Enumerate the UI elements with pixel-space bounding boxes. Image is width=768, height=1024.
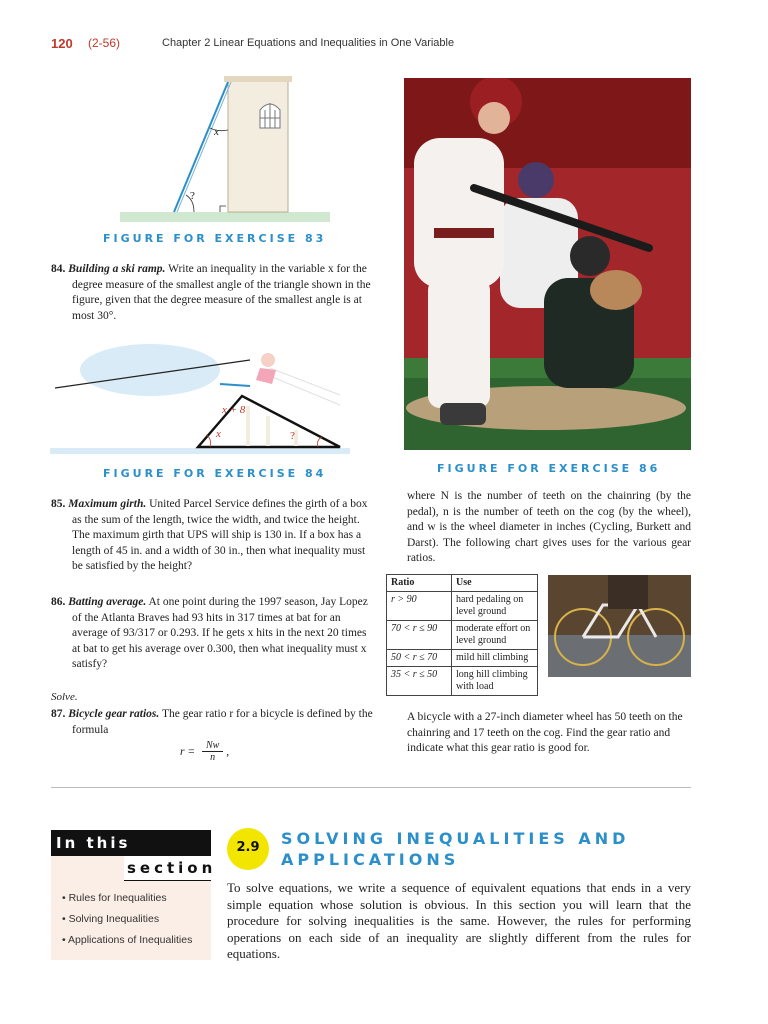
use-cell: long hill climbing with load [452, 667, 538, 696]
ex84-number: 84. [51, 263, 66, 275]
list-item: • Applications of Inequalities [62, 934, 193, 946]
figure-84 [50, 340, 350, 460]
bullet-applications: Applications of Inequalities [68, 934, 193, 946]
section-intro: To solve equations, we write a sequence of equivalent equations that ends in a very simple equation whose solution is obvious. In this section you will learn that the procedure for solving inequalities is the same. However, the rules for performing operations on each side of an inequality are slightly different from the rules for equations. [227, 880, 691, 961]
exercise-87 [51, 707, 377, 738]
section-number: 2.9 [236, 840, 260, 855]
table-header-use: Use [452, 575, 538, 592]
fig84-caption: FIGURE FOR EXERCISE 84 [103, 467, 327, 480]
table-header-row [387, 575, 538, 592]
in-this-label: In this [56, 834, 131, 852]
ratio-cell: 50 < r ≤ 70 [387, 650, 452, 667]
gear-ratio-table [386, 574, 538, 696]
bicycle-paragraph: A bicycle with a 27-inch diameter wheel has 50 teeth on the chainring and 17 teeth on the cog. Find the gear ratio and indicate what this gear ratio is good for. [407, 711, 683, 754]
ex85-title: Maximum girth. [68, 498, 147, 510]
ex84-title: Building a ski ramp. [68, 263, 166, 275]
exercise-86 [51, 595, 377, 673]
fig83-label-q: ? [190, 190, 195, 202]
figure-83 [110, 70, 350, 230]
section-title-line1: SOLVING INEQUALITIES AND [281, 829, 630, 848]
fig83-label-x: x [214, 126, 219, 138]
list-item: • Solving Inequalities [62, 913, 160, 925]
section-word-label: section [127, 859, 217, 877]
fig86-caption: FIGURE FOR EXERCISE 86 [437, 462, 661, 475]
ex84-text: Write an inequality in the variable x for the degree measure of the smallest angle of the triangle shown in the figure, given that the degree measure of the smallest angle is at most 30°. [72, 263, 371, 322]
bullet-rules: Rules for Inequalities [68, 892, 167, 904]
ex86-text: At one point during the 1997 season, Jay Lopez of the Atlanta Braves had 93 hits in 317 times at bat for an average of 93/317 or 0.293. If he gets x hits in the next 20 times at bat to get his average over 0.300, then what inequality must x satisfy? [72, 596, 368, 670]
ex87-text: The gear ratio r for a bicycle is defined by the formula [72, 708, 373, 736]
ratio-cell: r > 90 [387, 592, 452, 621]
fig84-label-x: x [216, 428, 221, 440]
ex85-text: United Parcel Service defines the girth of a box as the sum of the length, twice the width, and twice the height. The maximum girth that UPS will ship is 130 in. If a box has a length of 45 in. and a width of 30 in., then what inequality must be satisfied by the height? [72, 498, 368, 572]
table-row [387, 621, 538, 650]
exercise-85 [51, 497, 377, 575]
baseball-photo [404, 78, 691, 450]
ex86-number: 86. [51, 596, 66, 608]
table-header-ratio: Ratio [387, 575, 452, 592]
exercise-84 [51, 262, 377, 324]
table-row [387, 667, 538, 696]
bicycle-photo [548, 575, 691, 677]
use-cell: mild hill climbing [452, 650, 538, 667]
ex85-number: 85. [51, 498, 66, 510]
fig83-caption: FIGURE FOR EXERCISE 83 [103, 232, 327, 245]
solve-label: Solve. [51, 691, 78, 703]
ex86-title: Batting average. [68, 596, 147, 608]
gear-formula [180, 740, 229, 763]
bullet-solving: Solving Inequalities [68, 913, 160, 925]
ratio-cell: 35 < r ≤ 50 [387, 667, 452, 696]
formula-denominator: n [210, 752, 216, 763]
fig84-label-q: ? [290, 430, 295, 442]
ratio-cell: 70 < r ≤ 90 [387, 621, 452, 650]
formula-lhs: r = [180, 745, 196, 758]
formula-tail: , [226, 745, 230, 758]
where-paragraph: where N is the number of teeth on the chainring (by the pedal), n is the number of teeth on the cog (by the wheel), and w is the wheel diameter in inches (Cycling, Burkett and Darst). The following chart gives uses for the various gear ratios. [407, 490, 691, 564]
chapter-title: Chapter 2 Linear Equations and Inequalities in One Variable [162, 37, 455, 49]
ex87-title: Bicycle gear ratios. [68, 708, 160, 720]
list-item: • Rules for Inequalities [62, 892, 167, 904]
section-divider [51, 787, 691, 788]
ex87-number: 87. [51, 708, 66, 720]
in-this-section-list [62, 892, 192, 955]
fig84-label-x8: x + 8 [222, 404, 246, 416]
use-cell: moderate effort on level ground [452, 621, 538, 650]
page-number: 120 [51, 36, 73, 51]
use-cell: hard pedaling on level ground [452, 592, 538, 621]
formula-numerator: Nw [202, 740, 223, 752]
page-sub-number: (2-56) [88, 36, 121, 50]
table-row [387, 650, 538, 667]
section-title-line2: APPLICATIONS [281, 850, 460, 869]
table-row [387, 592, 538, 621]
